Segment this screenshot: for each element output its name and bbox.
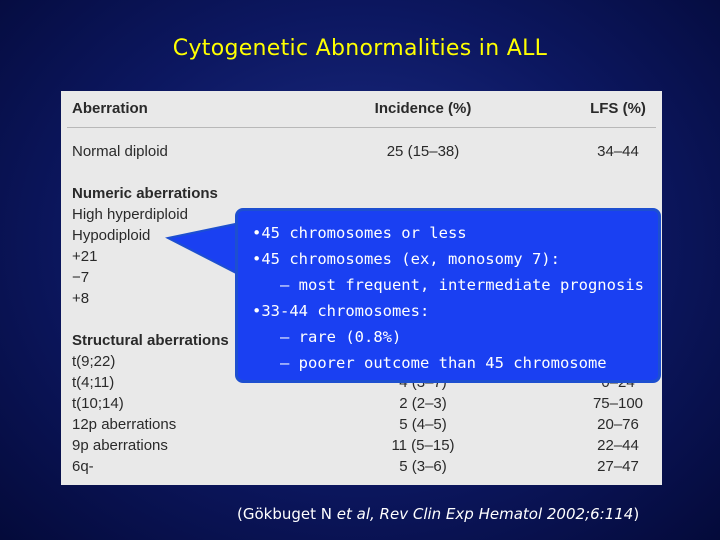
citation-open: (Gökbuget N [237, 505, 337, 523]
row-label: 6q- [72, 458, 94, 475]
row-label: Hypodiploid [72, 227, 151, 244]
header-lfs: LFS (%) [590, 100, 646, 117]
citation [237, 505, 639, 523]
callout-line: – poorer outcome than 45 chromosome [252, 354, 607, 372]
row-lfs: 27–47 [597, 458, 639, 475]
row-lfs: 22–44 [597, 437, 639, 454]
section-label: Numeric aberrations [72, 185, 218, 202]
row-label: +21 [72, 248, 98, 265]
citation-etal: et al, [336, 505, 375, 523]
row-incidence: 2 (2–3) [399, 395, 447, 412]
citation-journal: Rev Clin Exp Hematol 2002;6:114 [374, 505, 634, 523]
row-label: Normal diploid [72, 143, 168, 160]
row-label: t(4;11) [72, 374, 115, 391]
slide-title: Cytogenetic Abnormalities in ALL [172, 36, 548, 61]
callout-line: •33-44 chromosomes: [252, 302, 430, 320]
callout-box [235, 208, 661, 383]
row-label: +8 [72, 290, 90, 307]
row-label: t(9;22) [72, 353, 116, 370]
row-incidence: 5 (4–5) [399, 416, 447, 433]
row-lfs: 34–44 [597, 143, 639, 160]
section-label: Structural aberrations [72, 332, 229, 349]
row-label: 12p aberrations [72, 416, 177, 433]
row-incidence: 25 (15–38) [386, 143, 460, 160]
row-lfs: 20–76 [597, 416, 639, 433]
row-incidence: 11 (5–15) [391, 437, 455, 454]
row-incidence: 5 (3–6) [399, 458, 447, 475]
row-label: −7 [72, 269, 90, 286]
row-label: t(10;14) [72, 395, 124, 412]
citation-close: ) [633, 505, 640, 523]
callout-line: •45 chromosomes or less [252, 224, 467, 242]
row-label: 9p aberrations [72, 437, 168, 454]
callout-line: – rare (0.8%) [252, 328, 402, 346]
header-incidence: Incidence (%) [374, 100, 472, 117]
callout-line: – most frequent, intermediate prognosis [252, 276, 644, 294]
row-label: High hyperdiploid [72, 206, 188, 223]
header-aberration: Aberration [72, 100, 148, 117]
callout-line: •45 chromosomes (ex, monosomy 7): [252, 250, 560, 268]
row-lfs: 75–100 [592, 395, 644, 412]
